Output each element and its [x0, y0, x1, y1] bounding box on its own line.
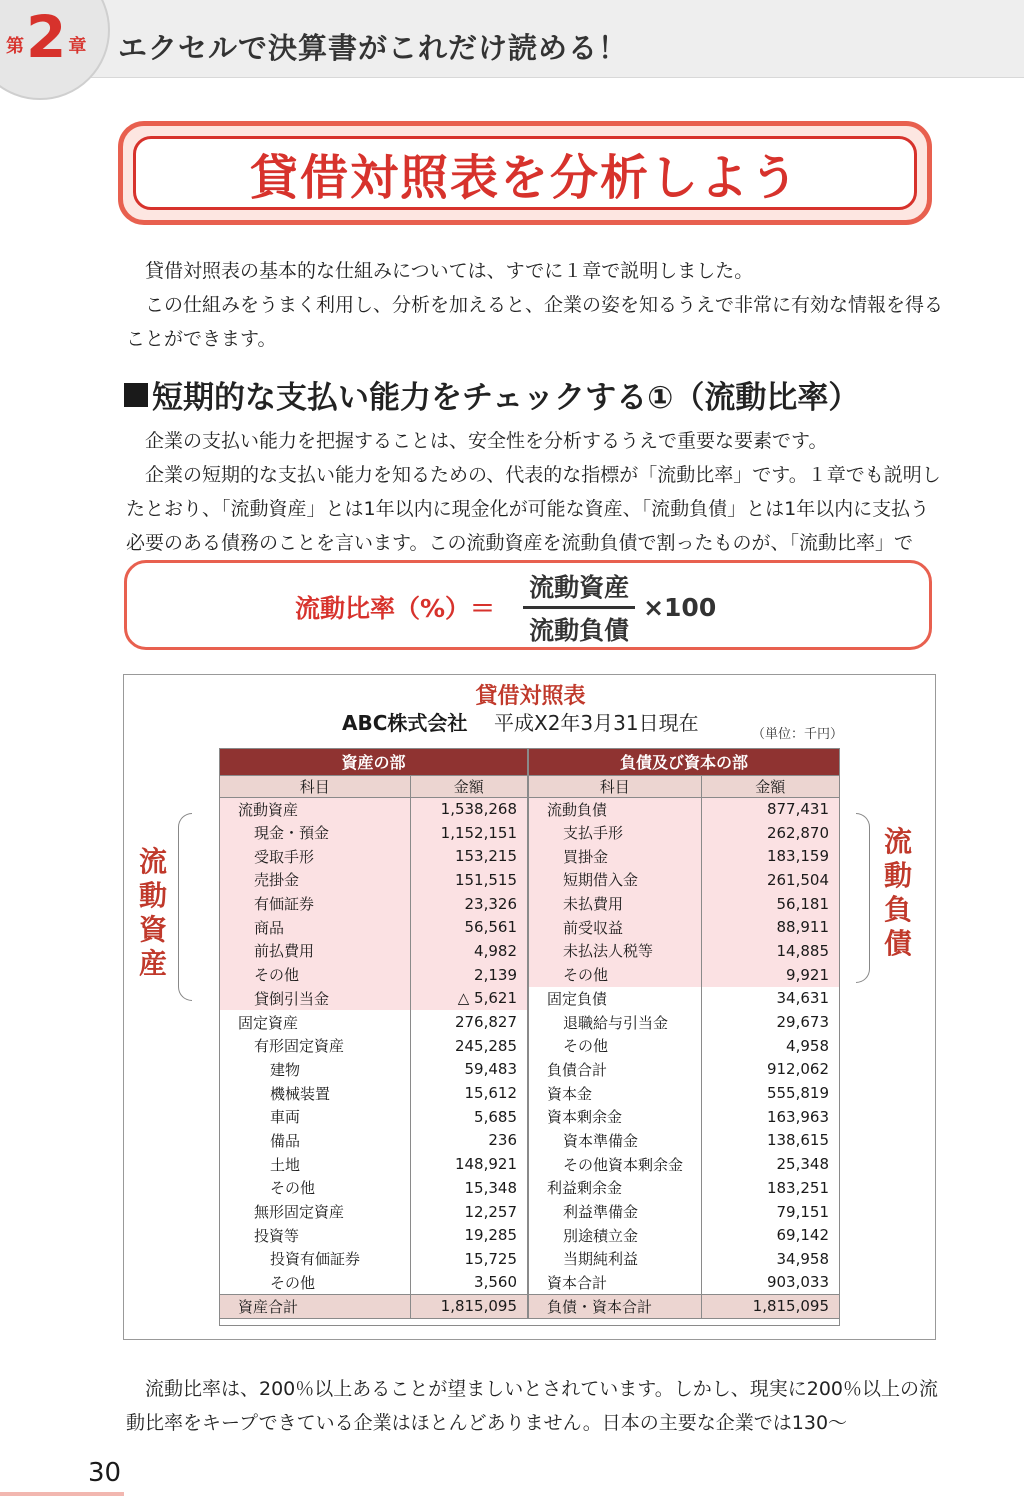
- asset-item: 投資等: [254, 1226, 300, 1245]
- col-item-header: 科目: [528, 775, 701, 797]
- asset-item: 機械装置: [270, 1084, 331, 1103]
- right-brace: [856, 813, 870, 983]
- asset-amount: 15,725: [410, 1247, 528, 1271]
- asset-item: 貸倒引当金: [220, 987, 410, 1011]
- chapter-title: エクセルで決算書がこれだけ読める！: [118, 31, 629, 65]
- formula: [295, 569, 716, 645]
- formula-fraction: [523, 568, 635, 647]
- title-inner: [133, 136, 917, 210]
- asset-item: 固定資産: [238, 1013, 299, 1032]
- table-row: [220, 1271, 839, 1295]
- table-row: [220, 1152, 839, 1176]
- table-row: [220, 1129, 839, 1153]
- liability-amount: 262,870: [701, 821, 839, 845]
- column-header-row: [220, 775, 839, 797]
- liability-item: 利益剰余金: [528, 1176, 701, 1200]
- liability-amount: 877,431: [701, 797, 839, 821]
- table-row: [220, 1081, 839, 1105]
- table-row: [220, 987, 839, 1011]
- asset-amount: 5,685: [410, 1105, 528, 1129]
- asset-amount: 236: [410, 1129, 528, 1153]
- formula-denominator: 流動負債: [529, 615, 630, 645]
- col-amount-header: 金額: [701, 775, 839, 797]
- asset-total-amount: 1,815,095: [410, 1294, 528, 1318]
- asset-amount: 3,560: [410, 1271, 528, 1295]
- closing-text: [126, 1372, 946, 1440]
- table-row: [220, 939, 839, 963]
- liability-amount: 163,963: [701, 1105, 839, 1129]
- table-row: [220, 915, 839, 939]
- asset-item: 受取手形: [220, 844, 410, 868]
- asset-amount: 245,285: [410, 1034, 528, 1058]
- asset-amount: 15,612: [410, 1081, 528, 1105]
- page-title: 貸借対照表を分析しよう: [249, 149, 800, 206]
- table-row: [220, 1176, 839, 1200]
- company-name: ABC株式会社: [342, 711, 468, 735]
- liability-item: 未払費用: [528, 892, 701, 916]
- liability-amount: 88,911: [701, 915, 839, 939]
- liability-item: 資本剰余金: [528, 1105, 701, 1129]
- asset-item: 有形固定資産: [254, 1037, 345, 1056]
- asset-item: その他: [270, 1273, 316, 1292]
- asset-item: 建物: [270, 1060, 301, 1079]
- chapter-badge: [6, 3, 87, 71]
- table-row: [220, 1010, 839, 1034]
- liability-amount: 69,142: [701, 1223, 839, 1247]
- liability-item: 短期借入金: [528, 868, 701, 892]
- liability-amount: 261,504: [701, 868, 839, 892]
- table-row: [220, 892, 839, 916]
- liability-amount: 34,958: [701, 1247, 839, 1271]
- liability-item: 別途積立金: [528, 1223, 701, 1247]
- liability-amount: 183,251: [701, 1176, 839, 1200]
- asset-item: その他: [270, 1179, 316, 1198]
- chapter-prefix: 第: [6, 36, 24, 57]
- balance-sheet-title: 貸借対照表: [475, 684, 586, 709]
- chapter-suffix: 章: [68, 36, 87, 57]
- asset-item: 有価証券: [220, 892, 410, 916]
- assets-header: 資産の部: [220, 749, 528, 775]
- asset-amount: 1,538,268: [410, 797, 528, 821]
- asset-item: 土地: [270, 1155, 301, 1174]
- square-bullet-icon: [124, 383, 148, 407]
- asset-item: 備品: [270, 1131, 301, 1150]
- asset-amount: 12,257: [410, 1200, 528, 1224]
- liability-item: 資本金: [528, 1081, 701, 1105]
- formula-multiplier: ×100: [643, 592, 717, 622]
- asset-item: その他: [220, 963, 410, 987]
- table-row: [220, 868, 839, 892]
- table-row: [220, 1105, 839, 1129]
- asset-amount: 4,982: [410, 939, 528, 963]
- asset-amount: 19,285: [410, 1223, 528, 1247]
- asset-amount: 59,483: [410, 1058, 528, 1082]
- total-row: [220, 1294, 839, 1318]
- liability-item: 利益準備金: [528, 1200, 701, 1224]
- asset-item: 売掛金: [220, 868, 410, 892]
- current-assets-label: 流 動 資 産: [138, 845, 167, 980]
- liability-amount: 56,181: [701, 892, 839, 916]
- balance-sheet-table: [220, 749, 839, 1319]
- liability-amount: 903,033: [701, 1271, 839, 1295]
- asset-item: 前払費用: [220, 939, 410, 963]
- table-row: [220, 797, 839, 821]
- liability-item: 前受収益: [528, 915, 701, 939]
- liability-item: 固定負債: [528, 987, 701, 1011]
- asset-amount: 148,921: [410, 1152, 528, 1176]
- asset-amount: 56,561: [410, 915, 528, 939]
- asset-item: 商品: [220, 915, 410, 939]
- liability-amount: 25,348: [701, 1152, 839, 1176]
- table-row: [220, 844, 839, 868]
- table-row: [220, 1200, 839, 1224]
- table-row: [220, 1058, 839, 1082]
- table-row: [220, 821, 839, 845]
- asset-item: 投資有価証券: [270, 1250, 361, 1269]
- liability-amount: 4,958: [701, 1034, 839, 1058]
- intro-paragraph: この仕組みをうまく利用し、分析を加えると、企業の姿を知るうえで非常に有効な情報を得ることができます。: [126, 294, 944, 350]
- asset-amount: △ 5,621: [410, 987, 528, 1011]
- chapter-number: 2: [26, 3, 67, 71]
- asset-item: 無形固定資産: [254, 1203, 345, 1222]
- asset-item: 流動資産: [220, 797, 410, 821]
- liability-item: 資本合計: [528, 1271, 701, 1295]
- page-number: 30: [88, 1458, 122, 1488]
- liability-item: 買掛金: [528, 844, 701, 868]
- section-paragraph: 企業の短期的な支払い能力を知るための、代表的な指標が「流動比率」です。１章でも説明したとおり、「流動資産」とは1年以内に現金化が可能な資産、「流動負債」とは1年以内に支払う必要のある債務のことを言います。この流動資産を流動負債で割ったものが、「流動比率」で: [126, 464, 941, 554]
- intro-text: [126, 254, 946, 356]
- liability-amount: 555,819: [701, 1081, 839, 1105]
- asset-amount: 151,515: [410, 868, 528, 892]
- liability-amount: 34,631: [701, 987, 839, 1011]
- col-amount-header: 金額: [410, 775, 528, 797]
- liability-item: 資本準備金: [528, 1129, 701, 1153]
- balance-sheet-body: [220, 797, 839, 1294]
- liability-item: その他: [528, 1034, 701, 1058]
- liability-total-amount: 1,815,095: [701, 1294, 839, 1318]
- asset-total-label: 資産合計: [220, 1294, 410, 1318]
- asset-item: 車両: [270, 1108, 301, 1127]
- chapter-header: [0, 0, 1024, 78]
- liability-item: 退職給与引当金: [528, 1010, 701, 1034]
- liability-amount: 14,885: [701, 939, 839, 963]
- page-rule: [0, 1492, 124, 1496]
- liability-item: 負債合計: [528, 1058, 701, 1082]
- liability-item: 当期純利益: [528, 1247, 701, 1271]
- unit-label: （単位：千円）: [752, 727, 844, 742]
- balance-sheet-panel: [123, 674, 936, 1340]
- table-row: [220, 1223, 839, 1247]
- formula-lhs: 流動比率（%）＝: [295, 594, 496, 623]
- table-row: [220, 1034, 839, 1058]
- liability-item: 未払法人税等: [528, 939, 701, 963]
- liabilities-header: 負債及び資本の部: [528, 749, 839, 775]
- table-row: [220, 1247, 839, 1271]
- asset-amount: 153,215: [410, 844, 528, 868]
- section-heading: [124, 372, 859, 417]
- liability-item: 支払手形: [528, 821, 701, 845]
- liability-amount: 9,921: [701, 963, 839, 987]
- intro-paragraph: 貸借対照表の基本的な仕組みについては、すでに１章で説明しました。: [145, 260, 754, 282]
- section-heading-text: 短期的な支払い能力をチェックする①（流動比率）: [152, 380, 860, 416]
- liability-total-label: 負債・資本合計: [528, 1294, 701, 1318]
- formula-numerator: 流動資産: [523, 568, 635, 609]
- asset-amount: 2,139: [410, 963, 528, 987]
- asset-item: 現金・預金: [220, 821, 410, 845]
- liability-amount: 79,151: [701, 1200, 839, 1224]
- current-liabilities-label: 流 動 負 債: [883, 825, 912, 960]
- liability-amount: 183,159: [701, 844, 839, 868]
- closing-paragraph: 流動比率は、200％以上あることが望ましいとされています。しかし、現実に200％以上の流動比率をキープできている企業はほとんどありません。日本の主要な企業では130〜: [126, 1378, 939, 1434]
- col-item-header: 科目: [220, 775, 410, 797]
- section-header-row: [220, 749, 839, 775]
- title-box: [118, 121, 932, 225]
- liability-amount: 138,615: [701, 1129, 839, 1153]
- asset-amount: 15,348: [410, 1176, 528, 1200]
- liability-amount: 912,062: [701, 1058, 839, 1082]
- section-paragraph: 企業の支払い能力を把握することは、安全性を分析するうえで重要な要素です。: [145, 430, 828, 452]
- asset-amount: 1,152,151: [410, 821, 528, 845]
- asset-amount: 276,827: [410, 1010, 528, 1034]
- formula-box: [124, 560, 932, 650]
- as-of-date: 平成X2年3月31日現在: [494, 711, 699, 735]
- liability-item: その他資本剰余金: [528, 1152, 701, 1176]
- liability-item: その他: [528, 963, 701, 987]
- table-row: [220, 963, 839, 987]
- asset-amount: 23,326: [410, 892, 528, 916]
- liability-item: 流動負債: [528, 797, 701, 821]
- left-brace: [178, 813, 192, 1001]
- liability-amount: 29,673: [701, 1010, 839, 1034]
